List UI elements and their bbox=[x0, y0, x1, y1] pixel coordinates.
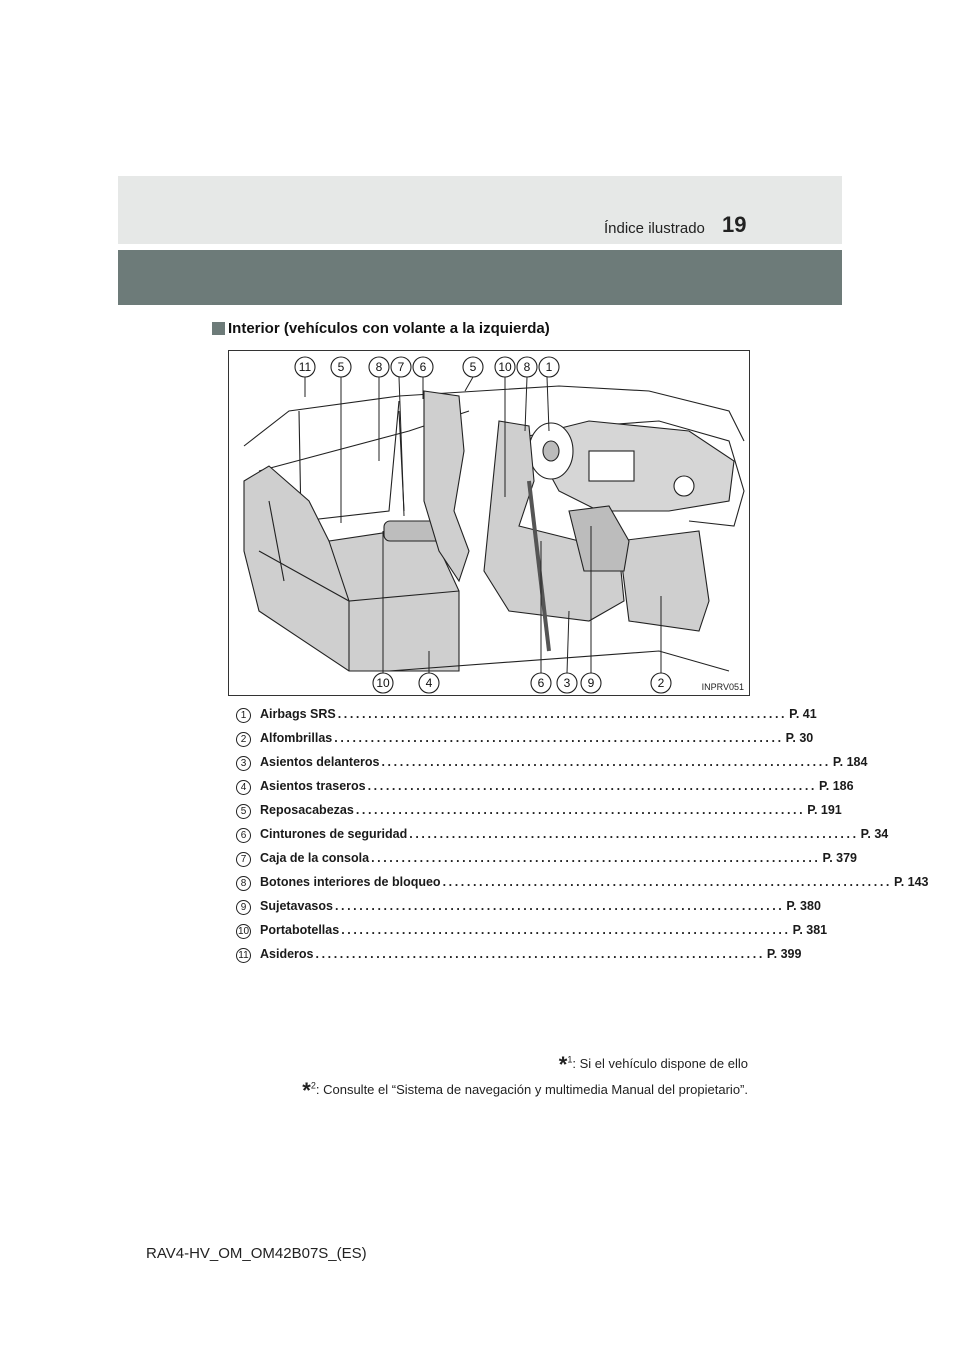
legend-number: 7 bbox=[236, 852, 251, 867]
legend-number: 11 bbox=[236, 948, 251, 963]
header-dark-band bbox=[118, 250, 842, 305]
legend-number: 6 bbox=[236, 828, 251, 843]
legend-item: 9 Sujetavasos .......................................................................... P. 380 bbox=[236, 896, 724, 920]
callout-5b-top-label: 5 bbox=[469, 360, 477, 374]
legend-number: 4 bbox=[236, 780, 251, 795]
footnote-2-text: : Consulte el “Sistema de navegación y multimedia Manual del propietario”. bbox=[315, 1082, 748, 1097]
legend-label: Reposacabezas bbox=[260, 803, 354, 817]
legend-item: 6 Cinturones de seguridad .......................................................................... P. 34 bbox=[236, 824, 724, 848]
callout-2-bottom-label: 2 bbox=[657, 676, 665, 690]
callout-5-top-label: 5 bbox=[337, 360, 345, 374]
callout-10-bottom-label: 10 bbox=[376, 676, 390, 690]
legend-page-ref: P. 186 bbox=[819, 779, 854, 793]
callout-11-top-label: 11 bbox=[298, 360, 312, 374]
callout-6-bottom-label: 6 bbox=[537, 676, 545, 690]
legend-page-ref: P. 30 bbox=[785, 731, 814, 745]
legend-label: Caja de la consola bbox=[260, 851, 370, 865]
legend-label: Botones interiores de bloqueo bbox=[260, 875, 441, 889]
legend-item: 4 Asientos traseros .......................................................................... P. 186 bbox=[236, 776, 724, 800]
footnote-1 bbox=[559, 1052, 748, 1078]
legend-number: 9 bbox=[236, 900, 251, 915]
legend-page-ref: P. 381 bbox=[792, 923, 828, 937]
legend-label: Asientos traseros bbox=[260, 779, 366, 793]
footnote-2-mark: * bbox=[302, 1078, 311, 1103]
legend-page-ref: P. 191 bbox=[807, 803, 842, 817]
legend-label: Portabotellas bbox=[260, 923, 340, 937]
legend-item: 2 Alfombrillas .......................................................................... P. 30 bbox=[236, 728, 724, 752]
legend-label: Alfombrillas bbox=[260, 731, 333, 745]
legend-label: Asideros bbox=[260, 947, 314, 961]
legend-number: 5 bbox=[236, 804, 251, 819]
legend-item: 1 Airbags SRS .......................................................................... P. 41 bbox=[236, 704, 724, 728]
legend-item: 3 Asientos delanteros .......................................................................... P. 184 bbox=[236, 752, 724, 776]
interior-drawing bbox=[229, 351, 751, 697]
legend-number: 10 bbox=[237, 926, 250, 937]
callout-7-top-label: 7 bbox=[397, 360, 405, 374]
legend-label: Airbags SRS bbox=[260, 707, 336, 721]
legend-number: 2 bbox=[236, 732, 251, 747]
legend-number: 8 bbox=[236, 876, 251, 891]
callout-4-bottom-label: 4 bbox=[425, 676, 433, 690]
legend-page-ref: P. 399 bbox=[766, 947, 802, 961]
heading-square-icon bbox=[212, 322, 225, 335]
callout-1-top-label: 1 bbox=[545, 360, 553, 374]
callout-9-bottom-label: 9 bbox=[587, 676, 595, 690]
page-number: 19 bbox=[722, 212, 747, 237]
legend-page-ref: P. 379 bbox=[822, 851, 858, 865]
footnote-1-mark: * bbox=[558, 1052, 568, 1077]
legend-item: 8 Botones interiores de bloqueo .......................................................................... P. 143 bbox=[236, 872, 724, 896]
legend-item: 11 Asideros .......................................................................... P. 399 bbox=[236, 944, 724, 968]
legend-page-ref: P. 184 bbox=[832, 755, 868, 769]
footnote-2-sup: 2 bbox=[310, 1080, 316, 1091]
legend-page-ref: P. 41 bbox=[789, 707, 817, 721]
legend-item: 7 Caja de la consola .......................................................................... P. 379 bbox=[236, 848, 724, 872]
section-heading bbox=[212, 318, 550, 338]
callout-8b-top-label: 8 bbox=[523, 360, 531, 374]
callout-10-top-label: 10 bbox=[498, 360, 512, 374]
legend-label: Asientos delanteros bbox=[260, 755, 380, 769]
legend-page-ref: P. 34 bbox=[860, 827, 889, 841]
footnote-1-sup: 1 bbox=[567, 1054, 573, 1065]
legend-number: 3 bbox=[236, 756, 251, 771]
callout-6-top-label: 6 bbox=[419, 360, 427, 374]
legend-item: 5 Reposacabezas .......................................................................... P. 191 bbox=[236, 800, 724, 824]
legend-list bbox=[236, 704, 929, 968]
legend-label: Sujetavasos bbox=[260, 899, 333, 913]
legend-item: 10 Portabotellas .......................................................................... P. 381 bbox=[237, 923, 828, 937]
callout-8-top-label: 8 bbox=[375, 360, 383, 374]
interior-illustration bbox=[228, 350, 750, 696]
legend-label: Cinturones de seguridad bbox=[260, 827, 408, 841]
callout-3-bottom-label: 3 bbox=[563, 676, 571, 690]
legend-page-ref: P. 143 bbox=[893, 875, 929, 889]
section-label: Índice ilustrado bbox=[604, 220, 705, 237]
section-heading-text: Interior (vehículos con volante a la izquierda) bbox=[228, 319, 550, 337]
footnote-1-text: : Si el vehículo dispone de ello bbox=[572, 1056, 748, 1071]
figure-code: INPRV051 bbox=[701, 682, 744, 692]
footnote-2 bbox=[302, 1078, 748, 1104]
legend-number: 1 bbox=[236, 708, 251, 723]
document-code: RAV4-HV_OM_OM42B07S_(ES) bbox=[146, 1245, 367, 1262]
legend-page-ref: P. 380 bbox=[786, 899, 821, 913]
